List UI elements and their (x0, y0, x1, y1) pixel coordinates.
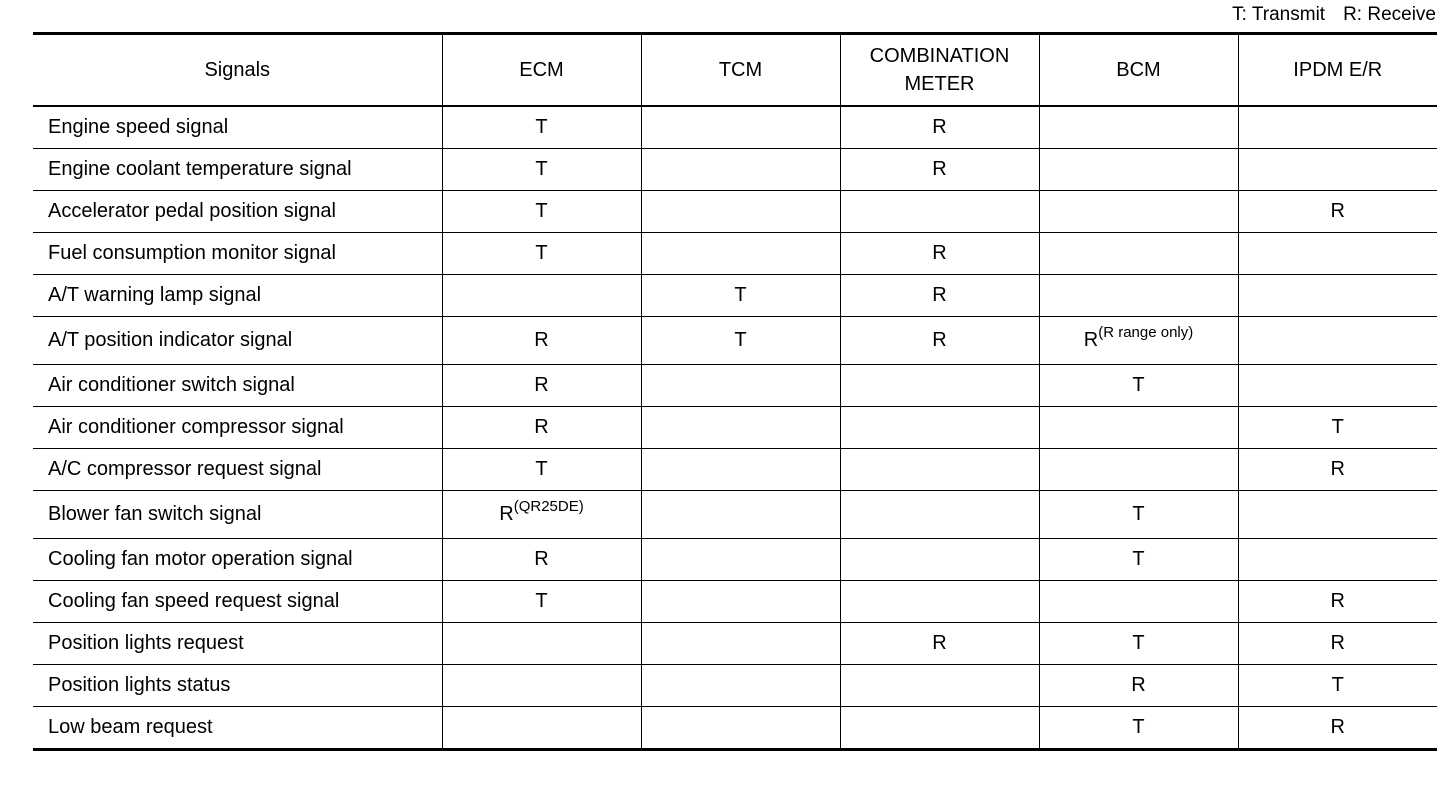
signal-role-cell (840, 623, 1039, 665)
signal-role-cell (442, 275, 641, 317)
signal-role-cell (1039, 233, 1238, 275)
role-value: R (1330, 200, 1345, 222)
signal-role-cell (641, 191, 840, 233)
signal-role-cell (1039, 539, 1238, 581)
table-row (33, 106, 1437, 149)
signal-name-cell: A/T warning lamp signal (33, 275, 442, 317)
signal-name-cell: Position lights request (33, 623, 442, 665)
signal-name-cell: Air conditioner compressor signal (33, 407, 442, 449)
signal-role-cell (840, 491, 1039, 539)
table-row (33, 317, 1437, 365)
signal-role-cell (641, 317, 840, 365)
role-value: R (1330, 590, 1345, 612)
table-row (33, 581, 1437, 623)
role-value: R (534, 548, 549, 570)
signal-role-cell (1039, 581, 1238, 623)
signal-role-cell (1238, 106, 1437, 149)
signal-role-cell (1238, 491, 1437, 539)
role-value: T (1331, 416, 1344, 438)
signal-role-cell (840, 665, 1039, 707)
role-value: T (535, 116, 548, 138)
signal-role-cell (1039, 491, 1238, 539)
signal-role-cell (641, 449, 840, 491)
column-header: TCM (641, 34, 840, 107)
column-header: COMBINATION METER (840, 34, 1039, 107)
legend-transmit: T: Transmit (1232, 4, 1326, 25)
signal-role-cell (442, 623, 641, 665)
signal-role-cell (442, 191, 641, 233)
signal-role-cell (442, 365, 641, 407)
role-value: R (1330, 632, 1345, 654)
signal-role-cell (1238, 407, 1437, 449)
column-header: BCM (1039, 34, 1238, 107)
column-header: IPDM E/R (1238, 34, 1437, 107)
table-row (33, 365, 1437, 407)
signal-role-cell (1039, 665, 1238, 707)
table-row (33, 449, 1437, 491)
role-value: R (932, 158, 947, 180)
role-value: R (534, 374, 549, 396)
signal-role-cell (1238, 707, 1437, 750)
signal-role-cell (641, 665, 840, 707)
role-value: R (1330, 716, 1345, 738)
table-header (33, 34, 1437, 107)
signal-role-cell (1238, 539, 1437, 581)
signal-role-cell (442, 491, 641, 539)
signal-role-cell (840, 365, 1039, 407)
signal-role-cell (641, 106, 840, 149)
signal-role-cell (1039, 707, 1238, 750)
role-value: T (535, 200, 548, 222)
signal-role-cell (442, 233, 641, 275)
signal-role-cell (641, 581, 840, 623)
signal-name-cell: Fuel consumption monitor signal (33, 233, 442, 275)
signal-role-cell (1238, 365, 1437, 407)
signal-role-cell (1238, 581, 1437, 623)
role-value: T (535, 458, 548, 480)
table-row (33, 539, 1437, 581)
signal-name-cell: Cooling fan motor operation signal (33, 539, 442, 581)
table-row (33, 149, 1437, 191)
header-row (33, 34, 1437, 107)
signal-role-cell (1238, 233, 1437, 275)
column-header: Signals (33, 34, 442, 107)
signal-role-cell (840, 191, 1039, 233)
signal-role-cell (641, 149, 840, 191)
role-value: R (499, 503, 514, 525)
column-header: ECM (442, 34, 641, 107)
signal-role-cell (442, 581, 641, 623)
signal-role-cell (840, 275, 1039, 317)
signal-role-cell (1039, 449, 1238, 491)
signal-role-cell (840, 407, 1039, 449)
signal-role-cell (641, 623, 840, 665)
signal-role-cell (641, 707, 840, 750)
signal-table (33, 32, 1437, 751)
table-row (33, 407, 1437, 449)
signal-role-cell (641, 539, 840, 581)
signal-role-cell (840, 317, 1039, 365)
role-value: R (932, 242, 947, 264)
signal-role-cell (1238, 623, 1437, 665)
signal-role-cell (1238, 665, 1437, 707)
signal-role-cell (641, 275, 840, 317)
table-row (33, 623, 1437, 665)
role-value: T (1331, 674, 1344, 696)
signal-name-cell: Air conditioner switch signal (33, 365, 442, 407)
signal-role-cell (1238, 317, 1437, 365)
role-value: R (1131, 674, 1146, 696)
table-row (33, 233, 1437, 275)
table-body (33, 106, 1437, 750)
signal-name-cell: Cooling fan speed request signal (33, 581, 442, 623)
table-row (33, 707, 1437, 750)
signal-role-cell (442, 317, 641, 365)
role-value: T (535, 158, 548, 180)
signal-role-cell (1238, 149, 1437, 191)
signal-role-cell (442, 449, 641, 491)
table-row (33, 275, 1437, 317)
signal-name-cell: Blower fan switch signal (33, 491, 442, 539)
role-value: R (932, 329, 947, 351)
legend-receive: R: Receive (1343, 4, 1436, 25)
role-value: T (734, 329, 747, 351)
table-row (33, 665, 1437, 707)
signal-role-cell (442, 539, 641, 581)
signal-role-cell (1039, 623, 1238, 665)
role-value: T (1132, 503, 1145, 525)
signal-name-cell: A/C compressor request signal (33, 449, 442, 491)
signal-name-cell: Engine coolant temperature signal (33, 149, 442, 191)
role-value: R (932, 116, 947, 138)
signal-role-cell (1039, 149, 1238, 191)
signal-role-cell (1039, 365, 1238, 407)
signal-name-cell: Position lights status (33, 665, 442, 707)
role-value: T (535, 242, 548, 264)
signal-role-cell (442, 407, 641, 449)
signal-role-cell (840, 707, 1039, 750)
signal-name-cell: Accelerator pedal position signal (33, 191, 442, 233)
role-value: R (932, 632, 947, 654)
signal-role-cell (1238, 275, 1437, 317)
signal-role-cell (641, 407, 840, 449)
signal-role-cell (641, 233, 840, 275)
signal-name-cell: Low beam request (48, 716, 213, 738)
signal-role-cell (641, 491, 840, 539)
signal-role-cell (1238, 449, 1437, 491)
signal-role-cell (840, 233, 1039, 275)
signal-role-cell (840, 449, 1039, 491)
legend (1232, 4, 1436, 26)
role-value: T (535, 590, 548, 612)
signal-role-cell (1039, 407, 1238, 449)
signal-role-cell (641, 365, 840, 407)
signal-role-cell (1039, 317, 1238, 365)
role-note: (QR25DE) (513, 498, 584, 515)
signal-role-cell (840, 106, 1039, 149)
signal-role-cell (442, 707, 641, 750)
role-value: R (534, 329, 549, 351)
role-value: T (1132, 374, 1145, 396)
role-value: R (932, 284, 947, 306)
signal-role-cell (1238, 191, 1437, 233)
table-row (33, 491, 1437, 539)
role-value: T (734, 284, 747, 306)
signal-role-cell (442, 665, 641, 707)
signal-role-cell (1039, 275, 1238, 317)
signal-role-cell (840, 581, 1039, 623)
signal-role-cell (840, 149, 1039, 191)
signal-role-cell (442, 106, 641, 149)
signal-role-cell (840, 539, 1039, 581)
role-value: R (534, 416, 549, 438)
role-value: T (1132, 716, 1145, 738)
role-value: R (1083, 329, 1099, 351)
role-value: T (1132, 548, 1145, 570)
signal-role-cell (442, 149, 641, 191)
role-value: T (1132, 632, 1145, 654)
signal-name-cell: Engine speed signal (33, 106, 442, 149)
table-row (33, 191, 1437, 233)
signal-name-cell: A/T position indicator signal (33, 317, 442, 365)
role-value: R (1330, 458, 1345, 480)
role-note: (R range only) (1098, 324, 1194, 341)
signal-role-cell (1039, 106, 1238, 149)
signal-role-cell (1039, 191, 1238, 233)
